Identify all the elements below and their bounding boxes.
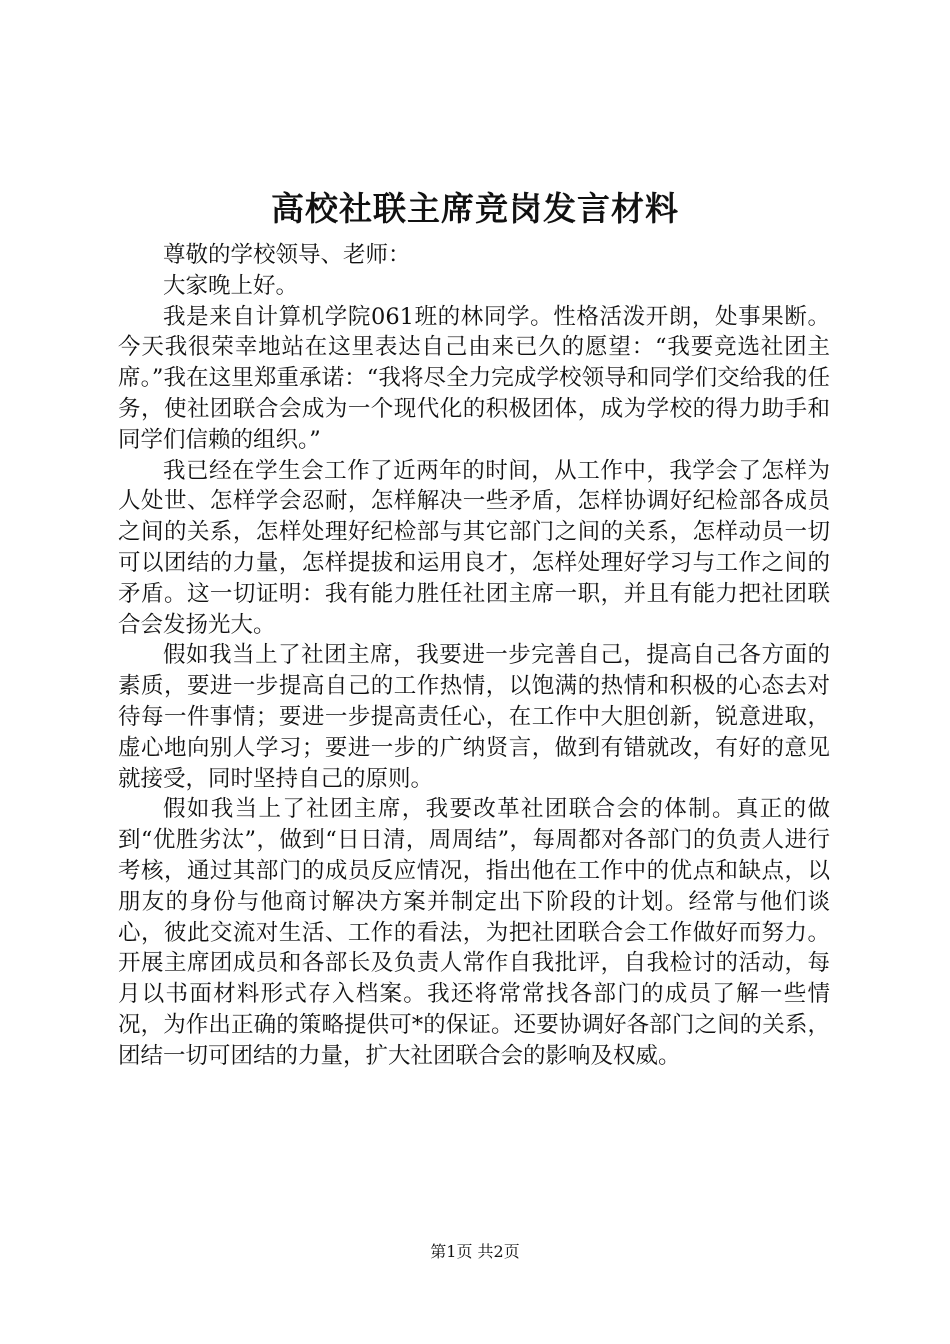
document-body xyxy=(118,240,830,1072)
greeting: 大家晚上好。 xyxy=(163,272,299,299)
paragraph-self-improvement: 假如我当上了社团主席，我要进一步完善自己，提高自己各方面的素质，要进一步提高自己的工作热情，以饱满的热情和积极的心态去对待每一件事情；要进一步提高责任心，在工作中大胆创新，锐意进取，虚心地向别人学习；要进一步的广纳贤言，做到有错就改，有好的意见就接受，同时坚持自己的原则。 xyxy=(118,642,830,792)
paragraph-reform: 假如我当上了社团主席，我要改革社团联合会的体制。真正的做到“优胜劣汰”，做到“日日清，周周结”，每周都对各部门的负责人进行考核，通过其部门的成员反应情况，指出他在工作中的优点和缺点，以朋友的身份与他商讨解决方案并制定出下阶段的计划。经常与他们谈心，彼此交流对生活、工作的看法，为把社团联合会工作做好而努力。开展主席团成员和各部长及负责人常作自我批评，自我检讨的活动，每月以书面材料形式存入档案。我还将常常找各部门的成员了解一些情况，为作出正确的策略提供可*的保证。还要协调好各部门之间的关系，团结一切可团结的力量，扩大社团联合会的影响及权威。 xyxy=(118,796,830,1069)
paragraph-introduction: 我是来自计算机学院061班的林同学。性格活泼开朗，处事果断。今天我很荣幸地站在这里表达自己由来已久的愿望：“我要竞选社团主席。”我在这里郑重承诺：“我将尽全力完成学校领导和同学们交给我的任务，使社团联合会成为一个现代化的积极团体，成为学校的得力助手和同学们信赖的组织。” xyxy=(118,303,830,453)
paragraph-experience: 我已经在学生会工作了近两年的时间，从工作中，我学会了怎样为人处世、怎样学会忍耐，怎样解决一些矛盾，怎样协调好纪检部各成员之间的关系，怎样处理好纪检部与其它部门之间的关系，怎样动员一切可以团结的力量，怎样提拔和运用良才，怎样处理好学习与工作之间的矛盾。这一切证明：我有能力胜任社团主席一职，并且有能力把社团联合会发扬光大。 xyxy=(118,457,830,638)
salutation: 尊敬的学校领导、老师： xyxy=(163,242,411,268)
page-footer: 第1页 共2页 xyxy=(430,1242,520,1261)
document-title: 高校社联主席竞岗发言材料 xyxy=(271,189,679,228)
